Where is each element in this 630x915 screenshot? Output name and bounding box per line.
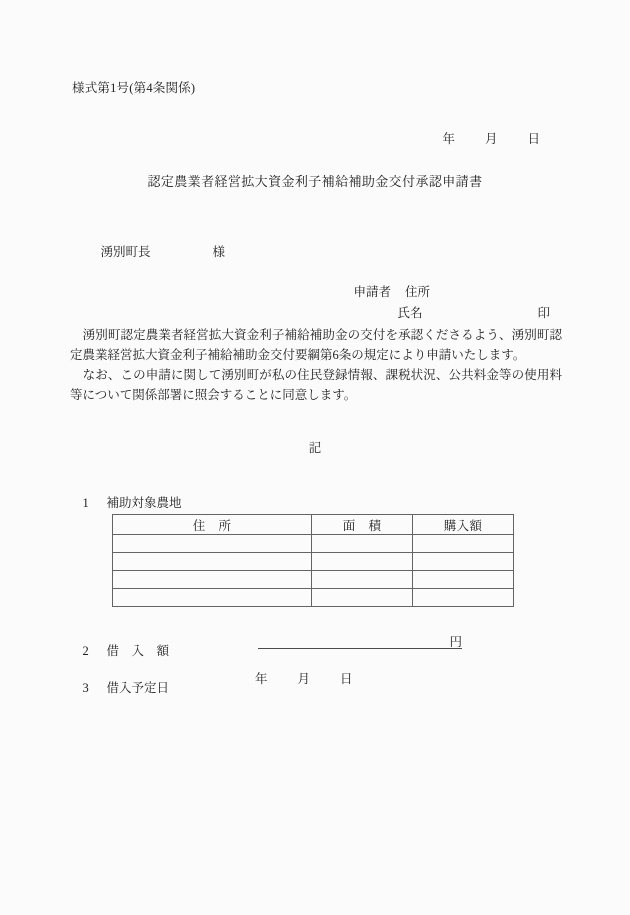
addressee-recipient: 湧別町長 [100, 244, 151, 259]
table-cell-price[interactable] [413, 553, 514, 571]
applicant-address-label: 住所 [405, 284, 431, 299]
table-row [113, 553, 514, 571]
table-header-address [113, 515, 312, 535]
body-paragraph-1: 湧別町認定農業者経営拡大資金利子補給補助金の交付を承認くださるよう、湧別町認定農業経営拡大資金利子補給補助金交付要綱第6条の規定により申請いたします。 [70, 328, 562, 362]
ki-mark: 記 [308, 441, 322, 455]
table-header-area [312, 515, 413, 535]
item-2-number: 2 [82, 643, 89, 658]
applicant-label: 申請者 [353, 284, 392, 299]
loan-date-field[interactable] [255, 669, 353, 687]
table-header-address-char1: 住 [192, 518, 206, 533]
table-cell-area[interactable] [312, 571, 413, 589]
table-cell-price[interactable] [413, 589, 514, 607]
item-3-label: 借入予定日 [106, 680, 170, 695]
date-line [430, 120, 540, 158]
table-row [113, 589, 514, 607]
addressee-line [88, 233, 225, 271]
item-2-heading [70, 632, 169, 670]
body-paragraph-2: なお、この申請に関して湧別町が私の住民登録情報、課税状況、公共料金等の使用料等について関係部署に照会することに同意します。 [70, 368, 562, 402]
table-cell-address[interactable] [113, 553, 312, 571]
subsidy-land-table [112, 514, 514, 607]
date-year-label: 年 [442, 131, 456, 146]
document-title: 認定農業者経営拡大資金利子補給補助金交付承認申請書 [147, 174, 483, 189]
table-cell-area[interactable] [312, 589, 413, 607]
loan-amount-field[interactable] [258, 632, 462, 649]
table-row [113, 535, 514, 553]
applicant-name-label: 氏名 [397, 305, 423, 320]
table-cell-area[interactable] [312, 535, 413, 553]
addressee-honorific: 様 [212, 244, 226, 259]
table-cell-area[interactable] [312, 553, 413, 571]
table-cell-address[interactable] [113, 589, 312, 607]
item-1-label: 補助対象農地 [106, 495, 182, 510]
table-header-area-char2: 積 [368, 518, 382, 533]
loan-amount-unit: 円 [449, 635, 462, 649]
item-2-label: 借 入 額 [106, 643, 170, 658]
loan-date-month-label: 月 [297, 672, 311, 686]
table-header-address-char2: 所 [218, 518, 232, 533]
table-cell-address[interactable] [113, 571, 312, 589]
item-3-number: 3 [82, 680, 89, 695]
item-1-number: 1 [82, 495, 89, 510]
form-number: 様式第1号(第4条関係) [72, 81, 196, 95]
table-cell-price[interactable] [413, 571, 514, 589]
item-3-heading [70, 669, 169, 707]
seal-mark: 印 [537, 305, 550, 320]
table-row [113, 571, 514, 589]
table-cell-price[interactable] [413, 535, 514, 553]
table-header-price: 購入額 [413, 515, 514, 535]
loan-date-year-label: 年 [255, 672, 268, 686]
loan-date-day-label: 日 [340, 672, 353, 686]
date-day-label: 日 [527, 131, 541, 146]
table-header-area-char1: 面 [342, 518, 356, 533]
table-header-row [113, 515, 514, 535]
date-month-label: 月 [485, 131, 498, 146]
table-cell-address[interactable] [113, 535, 312, 553]
